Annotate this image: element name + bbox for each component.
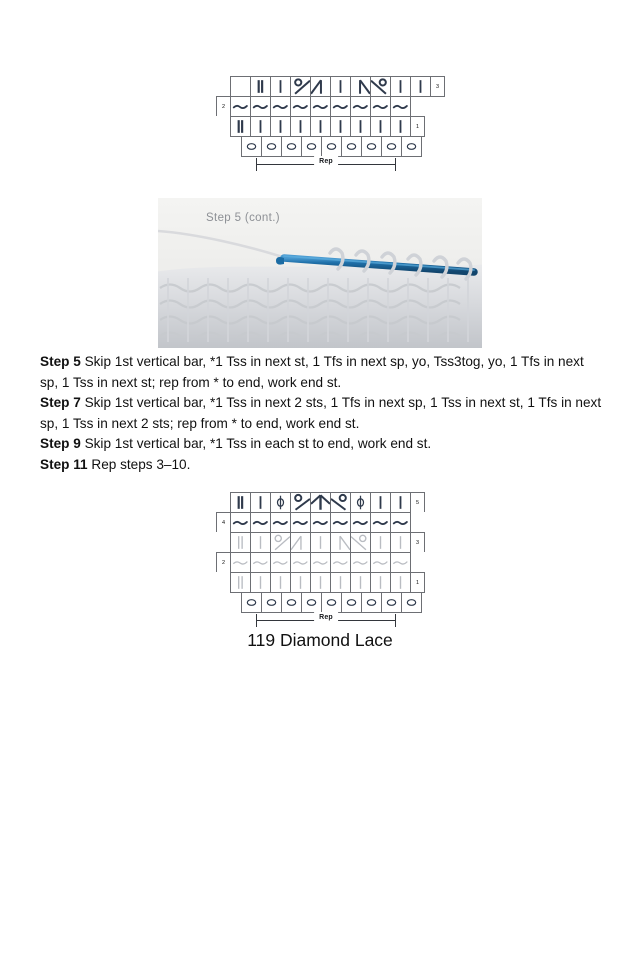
chart-cell (230, 572, 251, 593)
chart-cell (290, 76, 311, 97)
chart-cell (310, 76, 331, 97)
chart-row (216, 492, 435, 512)
row-offset-right (421, 136, 436, 157)
row-number-right: 3 (410, 532, 425, 553)
chart-cell (310, 492, 331, 513)
chart-row (216, 572, 435, 592)
chart-cell (250, 492, 271, 513)
rep-tick-right (395, 158, 396, 171)
step-7-text: Skip 1st vertical bar, *1 Tss in next 2 sts, 1 Tfs in next sp, 1 Tss in next st, 1 Tfs in next sp, 1 Tss in next 2 sts; rep from * to end, work end st. (40, 395, 602, 431)
chart-cell (270, 492, 291, 513)
chart-cell (350, 512, 371, 533)
chart-cell (230, 552, 251, 573)
chart-cell (370, 76, 391, 97)
rep-bracket (256, 613, 396, 628)
chart-cell (290, 512, 311, 533)
chart-cell (330, 572, 351, 593)
chart-cell (410, 76, 431, 97)
chart-row (216, 96, 444, 116)
chart-cell (250, 512, 271, 533)
chart-cell (390, 116, 411, 137)
chart-cell (270, 96, 291, 117)
chart-cell (301, 592, 322, 613)
chart-cell (241, 592, 262, 613)
chart-cell (341, 592, 362, 613)
rep-label: Rep (314, 156, 338, 167)
chart-cell (281, 592, 302, 613)
chart-cell (250, 96, 271, 117)
chart-cell (230, 512, 251, 533)
chart-row (216, 136, 444, 157)
step-5-text: Skip 1st vertical bar, *1 Tss in next st, 1 Tfs in next sp, yo, Tss3tog, yo, 1 Tfs in next sp, 1 Tss in next st; rep from * to end, work end st. (40, 354, 584, 390)
stitch-chart-bottom (216, 492, 435, 628)
chart-cell (370, 96, 391, 117)
step-instructions (40, 352, 604, 475)
chart-cell (310, 96, 331, 117)
chart-cell (270, 512, 291, 533)
chart-cell (310, 572, 331, 593)
stitch-chart-top (216, 76, 444, 172)
chart-cell (330, 512, 351, 533)
chart-cell (330, 96, 351, 117)
chart-cell (350, 96, 371, 117)
chart-cell (330, 532, 351, 553)
row-gutter-left (216, 76, 231, 97)
step-11-label: Step 11 (40, 456, 88, 472)
rep-bracket (256, 157, 396, 172)
row-offset-right (421, 592, 436, 613)
chart-cell (290, 572, 311, 593)
chart-cell (290, 116, 311, 137)
row-number-right: 1 (410, 116, 425, 137)
chart-cell (321, 592, 342, 613)
chart-cell (290, 532, 311, 553)
chart-cell (370, 492, 391, 513)
row-number-right: 5 (410, 492, 425, 513)
row-number-left: 2 (216, 552, 231, 573)
chart-cell (341, 136, 362, 157)
chart-cell (401, 136, 422, 157)
chart-cell (270, 572, 291, 593)
row-number-right: 1 (410, 572, 425, 593)
chart-row (216, 532, 435, 552)
chart-cell (241, 136, 262, 157)
rep-tick-left (256, 158, 257, 171)
row-gutter-left (216, 532, 231, 553)
row-offset (216, 592, 242, 613)
chart-cell (321, 136, 342, 157)
chart-cell (370, 532, 391, 553)
chart-cell (290, 552, 311, 573)
chart-cell (301, 136, 322, 157)
row-gutter-right (410, 512, 425, 533)
step-7-label: Step 7 (40, 395, 81, 410)
step-5-label: Step 5 (40, 354, 81, 369)
chart-cell (310, 512, 331, 533)
rep-label: Rep (314, 612, 338, 623)
chart-cell (390, 532, 411, 553)
row-number-left: 4 (216, 512, 231, 533)
row-number-right: 3 (430, 76, 445, 97)
chart-cell (270, 552, 291, 573)
chart-cell (330, 116, 351, 137)
step-5 (40, 352, 604, 393)
chart-cell (370, 572, 391, 593)
chart-cell (250, 572, 271, 593)
pattern-title: 119 Diamond Lace (247, 630, 393, 650)
chart-cell (390, 96, 411, 117)
chart-cell (310, 532, 331, 553)
chart-cell (250, 552, 271, 573)
chart-cell (381, 592, 402, 613)
chart-cell (281, 136, 302, 157)
chart-cell (230, 76, 251, 97)
step-9-text: Skip 1st vertical bar, *1 Tss in each st to end, work end st. (80, 436, 432, 451)
chart-cell (330, 552, 351, 573)
photo-caption: Step 5 (cont.) (206, 212, 280, 224)
chart-cell (270, 76, 291, 97)
step-9 (40, 434, 604, 455)
chart-cell (230, 96, 251, 117)
step-7 (40, 393, 604, 434)
chart-cell (230, 116, 251, 137)
chart-cell (310, 552, 331, 573)
chart-row (216, 592, 435, 613)
chart-cell (330, 76, 351, 97)
chart-row (216, 116, 444, 136)
row-gutter-left (216, 116, 231, 137)
chart-cell (261, 136, 282, 157)
chart-cell (250, 532, 271, 553)
row-gutter-right (410, 96, 425, 117)
chart-cell (250, 76, 271, 97)
chart-cell (350, 532, 371, 553)
chart-cell (230, 492, 251, 513)
chart-row (216, 552, 435, 572)
chart-cell (350, 552, 371, 573)
chart-cell (370, 552, 391, 573)
chart-row (216, 512, 435, 532)
step-9-label: Step 9 (40, 436, 81, 451)
chart-cell (250, 116, 271, 137)
chart-cell (390, 76, 411, 97)
chart-cell (390, 492, 411, 513)
row-gutter-right (410, 552, 425, 573)
chart-cell (390, 512, 411, 533)
row-number-left: 2 (216, 96, 231, 117)
chart-cell (370, 116, 391, 137)
chart-cell (350, 76, 371, 97)
chart-cell (361, 592, 382, 613)
chart-cell (401, 592, 422, 613)
chart-cell (361, 136, 382, 157)
chart-cell (230, 532, 251, 553)
chart-cell (290, 96, 311, 117)
chart-row (216, 76, 444, 96)
chart-cell (381, 136, 402, 157)
step-photo (158, 198, 482, 348)
chart-cell (270, 116, 291, 137)
chart-cell (350, 492, 371, 513)
step-11 (40, 455, 604, 476)
chart-cell (270, 532, 291, 553)
chart-cell (370, 512, 391, 533)
step-11-text: Rep steps 3–10. (87, 456, 191, 472)
row-gutter-left (216, 572, 231, 593)
row-gutter-left (216, 492, 231, 513)
chart-cell (290, 492, 311, 513)
chart-cell (390, 552, 411, 573)
chart-cell (390, 572, 411, 593)
rep-tick-right (395, 614, 396, 627)
chart-cell (350, 572, 371, 593)
chart-cell (330, 492, 351, 513)
chart-cell (350, 116, 371, 137)
row-offset (216, 136, 242, 157)
rep-tick-left (256, 614, 257, 627)
chart-cell (310, 116, 331, 137)
chart-cell (261, 592, 282, 613)
